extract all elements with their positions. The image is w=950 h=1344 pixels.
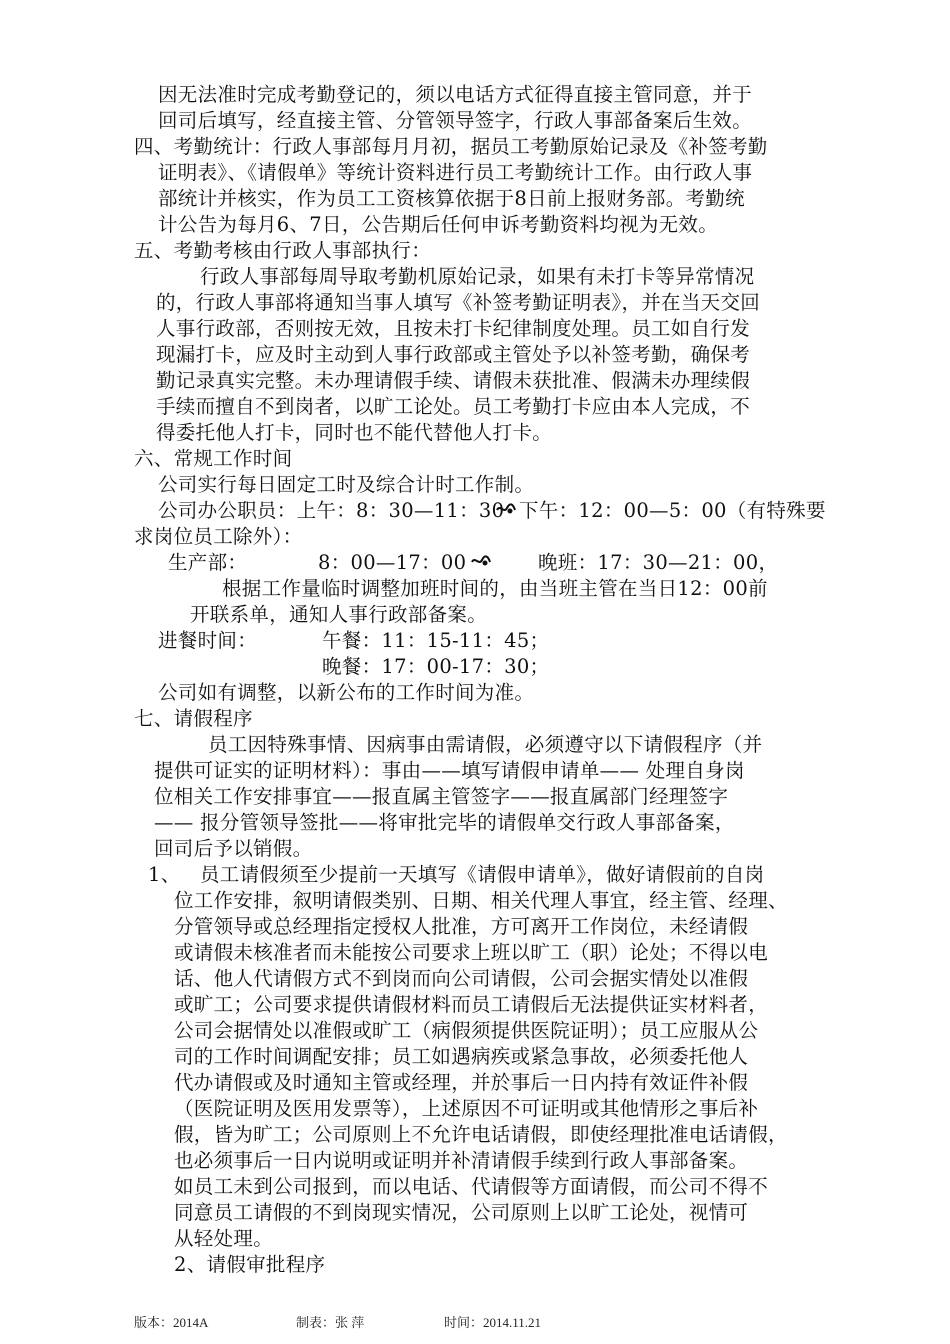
text-line: 从轻处理。 [174, 1227, 274, 1250]
squiggle-mark-icon [495, 498, 517, 525]
text-line: 话、他人代请假方式不到岗而向公司请假，公司会据实情处以准假 [174, 967, 749, 990]
text-line: 根据工作量临时调整加班时间的，由当班主管在当日12：00前 [222, 577, 768, 600]
text-line: 员工因特殊事情、因病事由需请假，必须遵守以下请假程序（并 [208, 733, 763, 756]
footer-date: 时间：2014.11.21 [444, 1315, 542, 1330]
text-line: 公司如有调整，以新公布的工作时间为准。 [158, 681, 535, 704]
section-heading: 四、考勤统计：行政人事部每月月初，据员工考勤原始记录及《补签考勤 [134, 135, 768, 158]
text-line: 部统计并核实，作为员工工资核算依据于8日前上报财务部。考勤统 [158, 187, 745, 210]
text-line: 位工作安排，叙明请假类别、日期、相关代理人事宜，经主管、经理、 [174, 889, 788, 912]
section-heading: 五、考勤考核由行政人事部执行： [134, 239, 432, 262]
text-line: 生产部： [168, 551, 248, 574]
text-line: 代办请假或及时通知主管或经理，并於事后一日内持有效证件补假 [174, 1071, 749, 1094]
text-line: —— 报分管领导签批——将审批完毕的请假单交行政人事部备案， [154, 811, 735, 834]
footer-version: 版本：2014A [134, 1315, 209, 1330]
footer-author: 制表：张 萍 [296, 1315, 365, 1330]
text-line: （医院证明及医用发票等），上述原因不可证明或其他情形之事后补 [174, 1097, 759, 1120]
text-line: 人事行政部，否则按无效，且按未打卡纪律制度处理。员工如自行发 [156, 317, 751, 340]
text-line: 员工请假须至少提前一天填写《请假申请单》，做好请假前的自岗 [200, 863, 765, 886]
text-line: 证明表》、《请假单》等统计资料进行员工考勤统计工作。由行政人事 [158, 161, 753, 184]
text-line: 位相关工作安排事宜——报直属主管签字——报直属部门经理签字 [154, 785, 729, 808]
text-line: 公司实行每日固定工时及综合计时工作制。 [158, 473, 535, 496]
text-line: 如员工未到公司报到，而以电话、代请假等方面请假，而公司不得不 [174, 1175, 769, 1198]
text-line: 公司办公职员：上午：8：30—11：30 [158, 499, 505, 522]
text-line: 下午：12：00—5：00（有特殊要 [519, 499, 826, 522]
text-line: 开联系单，通知人事行政部备案。 [190, 603, 488, 626]
text-line: 的，行政人事部将通知当事人填写《补签考勤证明表》，并在当天交回 [156, 291, 761, 314]
text-line: 或请假未核准者而未能按公司要求上班以旷工（职）论处；不得以电 [174, 941, 769, 964]
text-line: 2、请假审批程序 [174, 1253, 326, 1276]
text-line: 得委托他人打卡，同时也不能代替他人打卡。 [156, 421, 553, 444]
text-line: 行政人事部每周导取考勤机原始记录，如果有未打卡等异常情况 [200, 265, 755, 288]
text-line: 勤记录真实完整。未办理请假手续、请假未获批准、假满未办理续假 [156, 369, 751, 392]
text-line: 现漏打卡，应及时主动到人事行政部或主管处予以补签考勤，确保考 [156, 343, 751, 366]
section-heading: 七、请假程序 [134, 707, 253, 730]
text-line: 求岗位员工除外）： [134, 525, 303, 548]
text-line: 公司会据情处以准假或旷工（病假须提供医院证明）；员工应服从公 [174, 1019, 759, 1042]
text-line: 午餐：11：15-11：45； [322, 629, 550, 652]
section-heading: 六、常规工作时间 [134, 447, 293, 470]
text-line: 晚餐：17：00-17：30； [322, 655, 550, 678]
text-line: 因无法准时完成考勤登记的，须以电话方式征得直接主管同意，并于 [158, 83, 753, 106]
text-line: 8：00—17：00 [318, 551, 467, 574]
squiggle-mark-icon [470, 550, 492, 577]
text-line: 进餐时间： [158, 629, 258, 652]
text-line: 分管领导或总经理指定授权人批准，方可离开工作岗位，未经请假 [174, 915, 749, 938]
text-line: 计公告为每月6、7日，公告期后任何申诉考勤资料均视为无效。 [158, 213, 719, 236]
list-number: 1、 [148, 863, 181, 886]
text-line: 司的工作时间调配安排；员工如遇病疾或紧急事故，必须委托他人 [174, 1045, 749, 1068]
text-line: 回司后填写，经直接主管、分管领导签字，行政人事部备案后生效。 [158, 109, 753, 132]
text-line: 也必须事后一日内说明或证明并补清请假手续到行政人事部备案。 [174, 1149, 749, 1172]
text-line: 同意员工请假的不到岗现实情况，公司原则上以旷工论处，视情可 [174, 1201, 749, 1224]
text-line: 或旷工；公司要求提供请假材料而员工请假后无法提供证实材料者， [174, 993, 769, 1016]
text-line: 晚班：17：30—21：00， [538, 551, 779, 574]
text-line: 假，皆为旷工；公司原则上不允许电话请假，即使经理批准电话请假， [174, 1123, 788, 1146]
text-line: 提供可证实的证明材料）：事由——填写请假申请单—— 处理自身岗 [154, 759, 745, 782]
text-line: 回司后予以销假。 [154, 837, 313, 860]
text-line: 手续而擅自不到岗者，以旷工论处。员工考勤打卡应由本人完成，不 [156, 395, 751, 418]
